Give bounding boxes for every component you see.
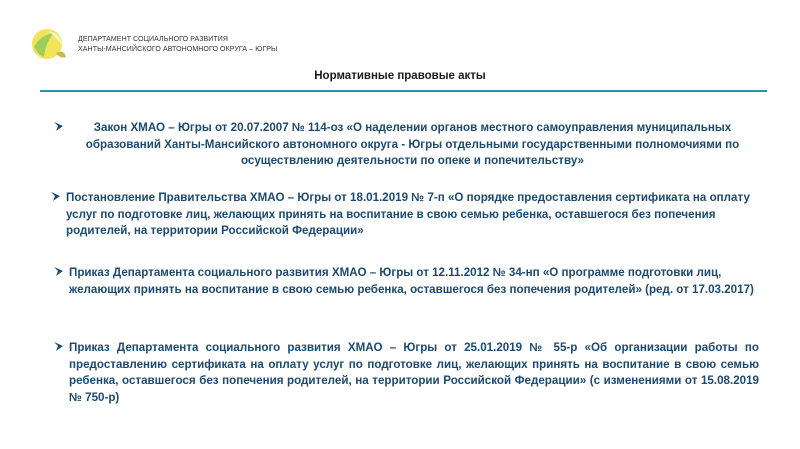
bullet-arrow-icon xyxy=(53,120,65,132)
page-title: Нормативные правовые акты xyxy=(314,70,486,82)
org-name-line-1: ДЕПАРТАМЕНТ СОЦИАЛЬНОГО РАЗВИТИЯ xyxy=(78,36,229,43)
org-name-line-2: ХАНТЫ-МАНСИЙСКОГО АВТОНОМНОГО ОКРУГА – ЮГРЫ xyxy=(78,46,278,53)
list-item-text: Приказ Департамента социального развития ХМАО – Югры от 25.01.2019 № 55-р «Об организации работы по предоставлению сертификата на оплату услуг по подготовке лиц, желающих принять на воспитание в свою семью ребенка, оставшегося без попечения родителей, на территории Российской Федерации» (с изменениями от 15.08.2019 № 750-р) xyxy=(69,341,759,404)
department-emblem-icon xyxy=(30,27,68,61)
list-item-text: Приказ Департамента социального развития ХМАО – Югры от 12.11.2012 № 34-нп «О программе подготовки лиц, желающих принять на воспитание в свою семью ребенка, оставшегося без попечения родителей» (ред. от 17.03.2017) xyxy=(69,266,754,296)
bullet-arrow-icon xyxy=(53,265,65,277)
list-item-text: Постановление Правительства ХМАО – Югры от 18.01.2019 № 7-п «О порядке предоставления сертификата на оплату услуг по подготовке лиц, желающих принять на воспитание в свою семью ребенка, оставшегося без попечения родителей, на территории Российской Федерации» xyxy=(66,191,750,237)
bullet-arrow-icon xyxy=(50,190,62,202)
bullet-arrow-icon xyxy=(53,340,65,352)
list-item-text: Закон ХМАО – Югры от 20.07.2007 № 114-оз «О наделении органов местного самоуправления муниципальных образований Ханты-Мансийского автономного округа - Югры отдельными государственными полномочиями по осуществлению деятельности по опеке и попечительству» xyxy=(85,121,740,167)
title-divider xyxy=(40,90,767,92)
